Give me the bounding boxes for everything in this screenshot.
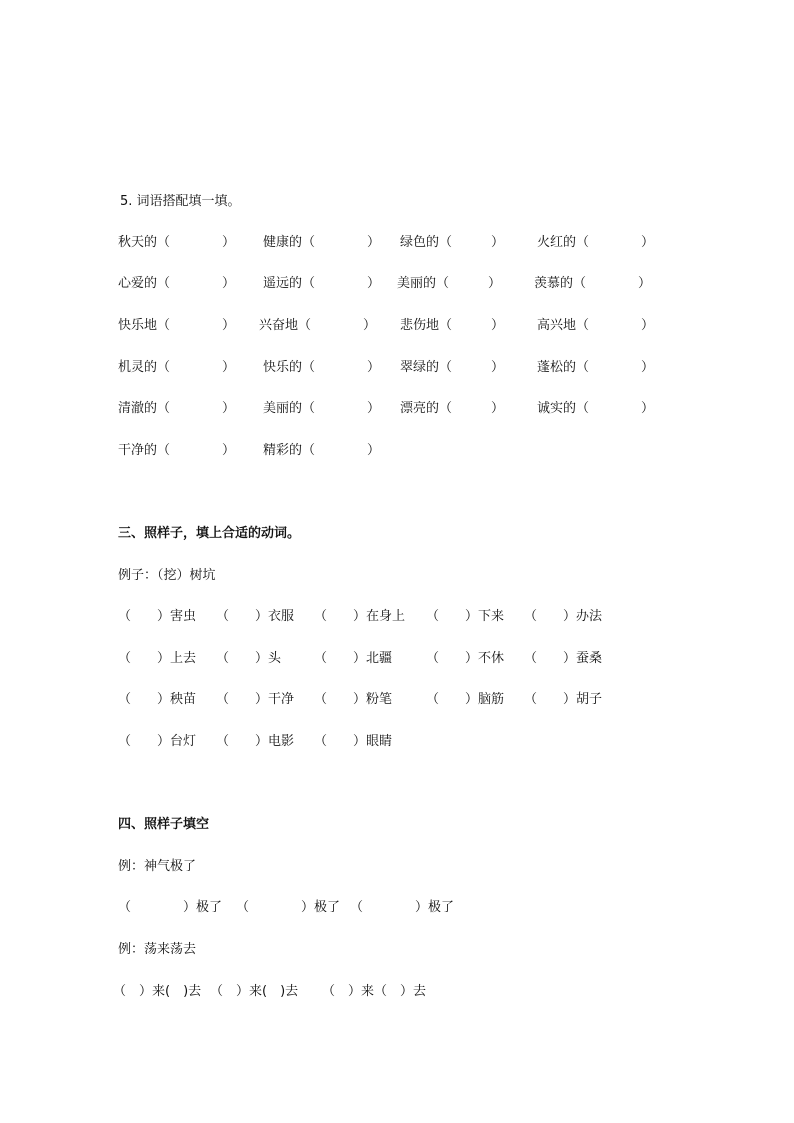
section-4-row-1 (0, 898, 794, 918)
verb-blank-cell: （ ）头 (216, 651, 282, 666)
fill-blank-cell: （ ）极了 (118, 900, 223, 915)
verb-blank-cell: （ ）害虫 (118, 609, 197, 624)
word-pair-cell: 秋天的（ ） (118, 235, 236, 250)
word-pair-cell: 清澈的（ ） (118, 401, 236, 416)
section-5-row-5 (0, 399, 794, 419)
fill-blank-cell: （ ）来( )去 (210, 984, 299, 999)
fill-blank-cell: （ ）来( )去 (113, 984, 202, 999)
section-5-title: 5. 词语搭配填一填。 (120, 194, 241, 209)
section-5-row-3 (0, 316, 794, 336)
word-pair-cell: 健康的（ ） (263, 235, 381, 250)
verb-blank-cell: （ ）台灯 (118, 734, 197, 749)
fill-blank-cell: （ ）极了 (236, 900, 341, 915)
section-5-row-4 (0, 358, 794, 378)
verb-blank-cell: （ ）下来 (426, 609, 505, 624)
verb-blank-cell: （ ）上去 (118, 651, 197, 666)
section-4 (0, 815, 794, 835)
word-pair-cell: 翠绿的（ ） (400, 360, 505, 375)
verb-blank-cell: （ ）干净 (216, 692, 295, 707)
word-pair-cell: 羡慕的（ ） (534, 276, 652, 291)
section-5 (0, 192, 794, 212)
verb-blank-cell: （ ）北疆 (314, 651, 393, 666)
verb-blank-cell: （ ）衣服 (216, 609, 295, 624)
verb-blank-cell: （ ）办法 (524, 609, 603, 624)
fill-blank-cell: （ ）来（ ）去 (322, 984, 427, 999)
word-pair-cell: 高兴地（ ） (537, 318, 655, 333)
word-pair-cell: 美丽的（ ） (397, 276, 502, 291)
section-4-row-2 (0, 982, 794, 1002)
word-pair-cell: 机灵的（ ） (118, 360, 236, 375)
word-pair-cell: 兴奋地（ ） (259, 318, 377, 333)
verb-blank-cell: （ ）不休 (426, 651, 505, 666)
section-3-example (0, 566, 794, 586)
section-3-row-3 (0, 690, 794, 710)
word-pair-cell: 漂亮的（ ） (400, 401, 505, 416)
verb-blank-cell: （ ）电影 (216, 734, 295, 749)
section-4-example-2-text: 例：荡来荡去 (118, 942, 197, 957)
verb-blank-cell: （ ）脑筋 (426, 692, 505, 707)
section-3-row-1 (0, 607, 794, 627)
word-pair-cell: 快乐地（ ） (118, 318, 236, 333)
section-3 (0, 524, 794, 544)
word-pair-cell: 蓬松的（ ） (537, 360, 655, 375)
word-pair-cell: 美丽的（ ） (263, 401, 381, 416)
verb-blank-cell: （ ）眼睛 (314, 734, 393, 749)
verb-blank-cell: （ ）粉笔 (314, 692, 393, 707)
word-pair-cell: 悲伤地（ ） (400, 318, 505, 333)
section-3-example-text: 例子：（挖）树坑 (118, 568, 216, 583)
word-pair-cell: 遥远的（ ） (263, 276, 381, 291)
section-5-row-6 (0, 441, 794, 461)
section-3-row-4 (0, 732, 794, 752)
section-4-example-1-text: 例：神气极了 (118, 859, 197, 874)
word-pair-cell: 干净的（ ） (118, 443, 236, 458)
verb-blank-cell: （ ）蚕桑 (524, 651, 603, 666)
section-4-title: 四、照样子填空 (118, 817, 210, 832)
verb-blank-cell: （ ）胡子 (524, 692, 603, 707)
word-pair-cell: 精彩的（ ） (263, 443, 381, 458)
word-pair-cell: 诚实的（ ） (537, 401, 655, 416)
word-pair-cell: 火红的（ ） (537, 235, 655, 250)
section-3-row-2 (0, 649, 794, 669)
word-pair-cell: 心爱的（ ） (118, 276, 236, 291)
section-3-title: 三、照样子，填上合适的动词。 (118, 526, 301, 541)
section-4-example-2 (0, 940, 794, 960)
verb-blank-cell: （ ）在身上 (314, 609, 406, 624)
word-pair-cell: 绿色的（ ） (400, 235, 505, 250)
verb-blank-cell: （ ）秧苗 (118, 692, 197, 707)
section-4-example-1 (0, 857, 794, 877)
section-5-row-2 (0, 274, 794, 294)
section-5-row-1 (0, 233, 794, 253)
fill-blank-cell: （ ）极了 (350, 900, 455, 915)
word-pair-cell: 快乐的（ ） (263, 360, 381, 375)
